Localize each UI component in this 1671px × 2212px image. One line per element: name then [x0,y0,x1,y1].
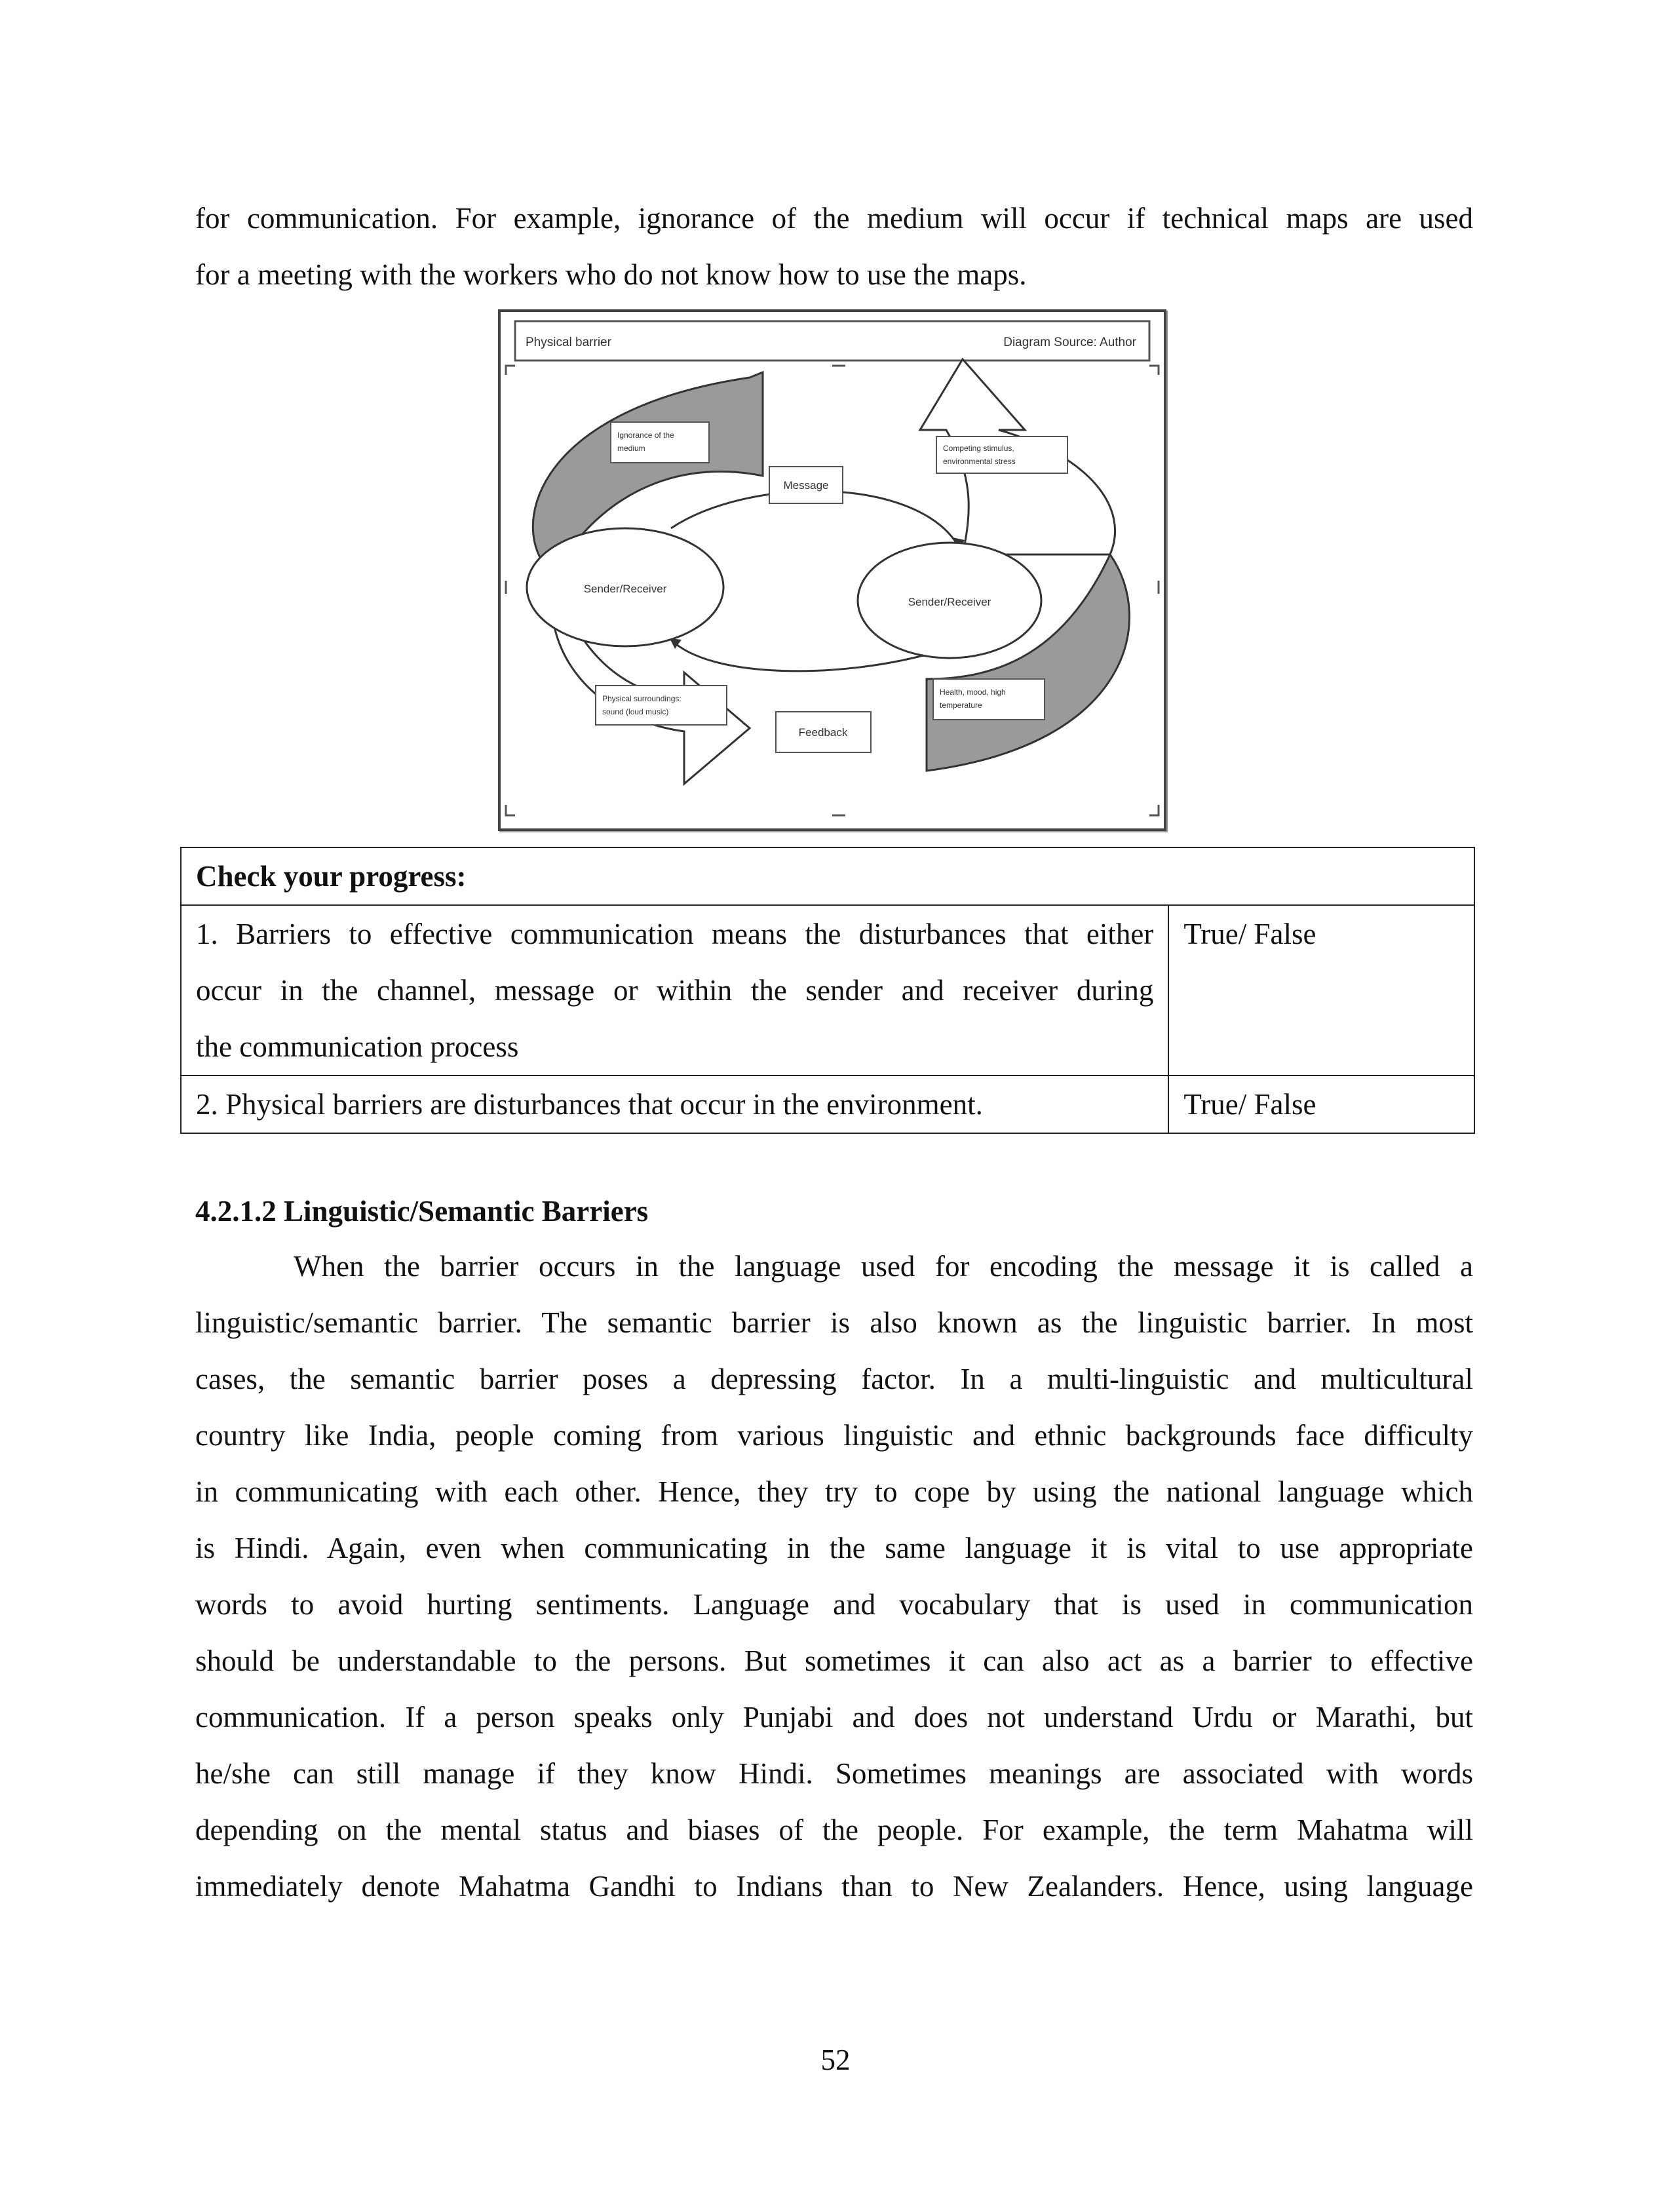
text-line: country like India, people coming from various linguistic and ethnic backgrounds face difficulty [195,1419,1473,1452]
table-row [181,1076,1474,1133]
text-line: words to avoid hurting sentiments. Language and vocabulary that is used in communication [195,1588,1473,1621]
answer-cell: True/ False [1168,1076,1474,1133]
question-line: the communication process [196,1030,519,1063]
corner-mark [1149,805,1159,815]
corner-mark [506,366,515,375]
text-line: for communication. For example, ignorance of the medium will occur if technical maps are used [195,202,1473,235]
progress-title: Check your progress: [181,847,1474,905]
text-line: linguistic/semantic barrier. The semantic barrier is also known as the linguistic barrier. In most [195,1306,1473,1339]
physical-barrier-diagram [498,309,1166,831]
sender-receiver-right-label: Sender/Receiver [908,596,991,608]
ignorance-label-line: Ignorance of the [617,431,674,440]
question-cell [181,1076,1168,1133]
physical-label-line: sound (loud music) [602,707,669,716]
text-line: he/she can still manage if they know Hindi. Sometimes meanings are associated with words [195,1757,1473,1790]
competing-label-line: environmental stress [943,457,1016,466]
text-line: depending on the mental status and biases of the people. For example, the term Mahatma will [195,1814,1473,1846]
sender-receiver-left-label: Sender/Receiver [583,583,667,595]
table-header-row [181,847,1474,905]
message-label: Message [783,479,829,492]
diagram-header-right: Diagram Source: Author [1003,336,1136,349]
text-line: cases, the semantic barrier poses a depressing factor. In a multi-linguistic and multicultural [195,1363,1473,1395]
ignorance-label-box [611,422,709,463]
competing-label-line: Competing stimulus, [943,444,1014,453]
feedback-label: Feedback [798,726,848,739]
section-heading: 4.2.1.2 Linguistic/Semantic Barriers [195,1195,649,1228]
intro-paragraph [195,190,1473,303]
text-line: for a meeting with the workers who do not know how to use the maps. [195,258,1027,291]
health-label-line: Health, mood, high [940,688,1006,697]
answer-cell: True/ False [1168,905,1474,1076]
health-label-box [933,679,1045,720]
physical-label-box [596,686,727,725]
text-line: When the barrier occurs in the language used for encoding the message it is called a [294,1250,1473,1283]
corner-mark [506,805,515,815]
page-number: 52 [820,2044,851,2076]
text-line: is Hindi. Again, even when communicating in the same language it is vital to use appropriate [195,1532,1473,1564]
question-line: 1. Barriers to effective communication means the disturbances that either [196,918,1154,950]
text-line: communication. If a person speaks only Punjabi and does not understand Urdu or Marathi, but [195,1701,1473,1734]
question-line: occur in the channel, message or within the sender and receiver during [196,974,1154,1007]
check-your-progress-table [180,847,1475,1134]
section-paragraph [195,1238,1473,1914]
diagram-header-left: Physical barrier [526,336,611,349]
corner-mark [1149,366,1159,375]
text-line: immediately denote Mahatma Gandhi to Indians than to New Zealanders. Hence, using language [195,1870,1473,1903]
health-label-line: temperature [940,701,982,710]
table-row [181,905,1474,1076]
ignorance-label-line: medium [617,444,645,453]
text-line: should be understandable to the persons. But sometimes it can also act as a barrier to effective [195,1644,1473,1677]
competing-label-box [936,437,1067,473]
text-line: in communicating with each other. Hence, they try to cope by using the national language which [195,1475,1473,1508]
physical-label-line: Physical surroundings: [602,694,682,703]
diagram-canvas [501,312,1164,828]
question-cell [181,905,1168,1076]
question-line: 2. Physical barriers are disturbances that occur in the environment. [196,1088,983,1121]
